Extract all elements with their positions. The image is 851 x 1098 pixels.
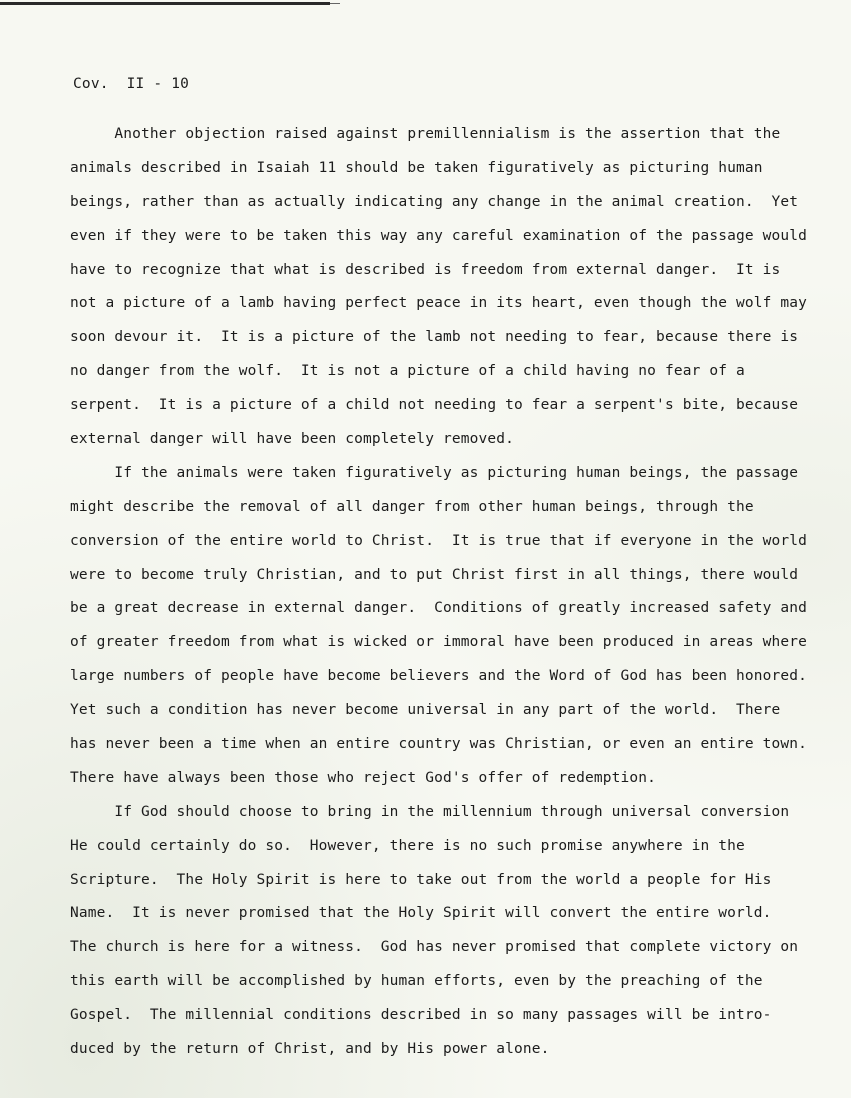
text-line: be a great decrease in external danger. Conditions of greatly increased safety and	[70, 600, 808, 617]
paragraph-2	[70, 463, 808, 802]
text-line: have to recognize that what is described is freedom from external danger. It is	[70, 261, 781, 278]
text-line: Name. It is never promised that the Holy Spirit will convert the entire world.	[70, 905, 772, 922]
text-line: Another objection raised against premillennialism is the assertion that the	[70, 126, 781, 142]
text-line: He could certainly do so. However, there is no such promise anywhere in the	[70, 837, 745, 854]
text-line: might describe the removal of all danger from other human beings, through the	[70, 498, 754, 515]
paragraph-1	[70, 124, 808, 463]
text-line: large numbers of people have become believers and the Word of God has been honored.	[70, 668, 808, 685]
text-line: If the animals were taken figuratively as picturing human beings, the passage	[70, 464, 799, 481]
text-line: animals described in Isaiah 11 should be taken figuratively as picturing human	[70, 159, 763, 176]
text-line: of greater freedom from what is wicked or immoral have been produced in areas where	[70, 634, 808, 651]
page-header: Cov. II - 10	[73, 76, 190, 92]
paragraph-3	[70, 802, 799, 1073]
text-line: duced by the return of Christ, and by His power alone.	[70, 1041, 550, 1058]
text-line: soon devour it. It is a picture of the lamb not needing to fear, because there is	[70, 329, 799, 346]
top-edge-rule	[0, 2, 330, 5]
top-edge-rule-faint	[330, 3, 340, 4]
text-line: even if they were to be taken this way any careful examination of the passage would	[70, 227, 808, 244]
text-line: has never been a time when an entire country was Christian, or even an entire town.	[70, 736, 808, 753]
text-line: conversion of the entire world to Christ. It is true that if everyone in the world	[70, 532, 808, 549]
text-line: Scripture. The Holy Spirit is here to take out from the world a people for His	[70, 871, 772, 888]
body-text	[70, 124, 808, 1073]
text-line: were to become truly Christian, and to put Christ first in all things, there would	[70, 566, 799, 583]
text-line: this earth will be accomplished by human efforts, even by the preaching of the	[70, 973, 763, 990]
text-line: not a picture of a lamb having perfect peace in its heart, even though the wolf may	[70, 295, 808, 312]
text-line: serpent. It is a picture of a child not needing to fear a serpent's bite, because	[70, 397, 799, 414]
text-line: no danger from the wolf. It is not a picture of a child having no fear of a	[70, 363, 745, 380]
text-line: The church is here for a witness. God has never promised that complete victory on	[70, 939, 799, 956]
text-line: If God should choose to bring in the millennium through universal conversion	[70, 803, 790, 820]
text-line: beings, rather than as actually indicating any change in the animal creation. Yet	[70, 193, 799, 210]
text-line: There have always been those who reject God's offer of redemption.	[70, 769, 657, 786]
text-line: Yet such a condition has never become universal in any part of the world. There	[70, 702, 781, 719]
text-line: Gospel. The millennial conditions described in so many passages will be intro-	[70, 1007, 772, 1024]
text-line: external danger will have been completely removed.	[70, 431, 514, 448]
